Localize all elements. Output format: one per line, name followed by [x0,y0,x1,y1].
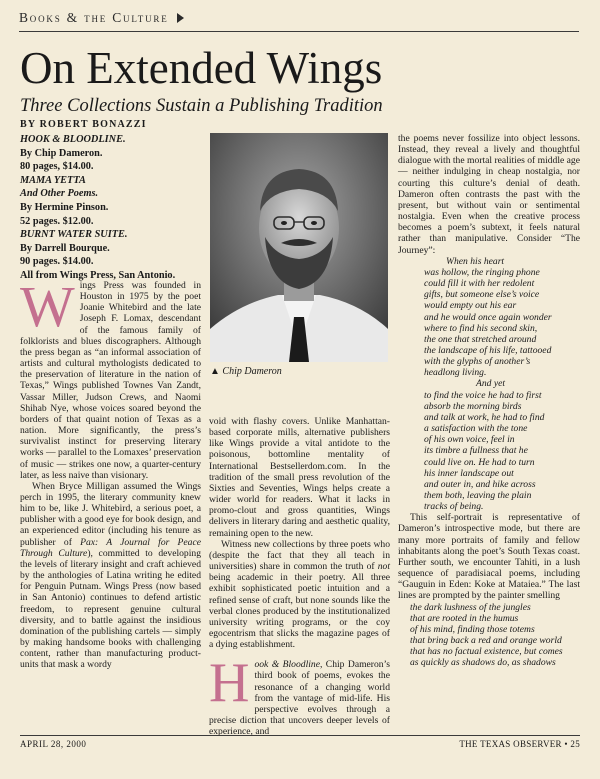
poem-line: of his mind, finding those totems [410,623,535,635]
poem-line: of his own voice, feel in [424,434,515,446]
book-credits [20,133,205,283]
credit-line: 52 pages. $12.00. [20,215,94,227]
paragraph-text: Witness new collections by three poets who (despite the fact that they all teach in universities) share in common the truth of [209,538,390,573]
credit-line: 90 pages. $14.00. [20,256,94,268]
poem-line: gifts, but someone else’s voice [424,289,540,301]
byline: BY ROBERT BONAZZI [20,119,147,130]
poem-line: When his heart [446,255,505,267]
paragraph-text: , Chip Dameron’s third book of poems, evokes the resonance of a changing world from the vantage of mid-life. His perspective evolves through a precise diction that uncovers deeper levels of experience, and [209,659,390,738]
drop-cap: W [20,274,75,339]
paragraph [398,512,580,601]
paragraph-text: being academic in their poetry. All three exhibit sophisticated poetic intuition and a refined sense of craft, but none sounds like the verbal clones produced by the institutionalized university writing programs, or the coy egocentrism that slicks the magazine pages of a dying establishment. [209,572,390,651]
poem-line: them both, leaving the plain [424,490,532,501]
paragraph-text: When Bryce Milligan assumed the Wings perch in 1995, the literary community knew him to be, like J. Whitebird, a serious poet, a publisher with a good eye for book design, and an experienced editor (including his tenure as publisher of [20,480,201,548]
poem-line: a satisfaction with the tone [424,423,528,435]
poem-line: his inner landscape out [424,467,514,479]
poem-line: And yet [476,378,506,390]
page-number: THE TEXAS OBSERVER • 25 [459,739,580,749]
paragraph [209,539,390,651]
poem-line: where to find his second skin, [424,322,538,334]
poem-line: that has no factual existence, but comes [410,646,563,658]
paragraph [209,652,390,738]
poem-excerpt [398,602,580,669]
poem-line: the one that stretched around [424,333,537,345]
poem-line: and he would once again wonder [424,311,552,323]
article-title: On Extended Wings [20,43,383,93]
credit-line: By Hermine Pinson. [20,201,109,213]
poem-line: absorb the morning birds [424,400,522,412]
journal-title: Pax: A Journal for Peace Through Culture [20,536,201,559]
poem-line: tracks of being. [424,501,484,513]
footer-rule [20,735,580,736]
author-photo [210,133,388,362]
paragraph-text: ings Press was founded in Houston in 1975 by the poet Joanie Whitebird and the late Joseph F. Lomax, descendant of the famous family of folklorists and blues discographers. Although the press began as “an informal association of artists and cultural mythologists dedicated to the preservation of literature in the nation of Texas,” Wings published Townes Van Zandt, Vassar Miller, Judson Crews, and Naomi Shihab Nye, whose voices soared beyond the borders of that quaint notion of Texas as a nation. More significantly, the press’s survivalist instinct for preserving literary works — parallel to the Lomaxes’ preservation of music — strikes one now, a quarter-century later, as less naive than visionary. [20,280,201,481]
credit-line: By Chip Dameron. [20,147,103,159]
book-title: ook & Bloodline [254,659,320,671]
poem-line: could live on. He had to turn [424,456,535,468]
poem-excerpt [398,256,580,513]
poem-line: and talk at work, he had to find [424,411,545,423]
article-subtitle: Three Collections Sustain a Publishing Tradition [20,96,383,116]
poem-line: the dark lushness of the jungles [410,601,531,613]
drop-cap: H [209,652,250,715]
credit-line: HOOK & BLOODLINE. [20,134,126,145]
emphasis: not [377,561,390,573]
paragraph [398,133,580,256]
issue-date: APRIL 28, 2000 [20,739,87,749]
paragraph-text: This self-portrait is representative of Dameron’s introspective mode, but there are many more portraits of family and fellow inhabitants along the poet’s South Texas coast. Further south, we encounter Tahiti, in a lush sequence of paradisiacal poems, including “Gauguin in Eden: Koke at Mataiea.” The last lines are prompted by the painter smelling [398,512,580,602]
photo-caption: ▲ Chip Dameron [210,366,282,377]
paragraph-text: ), committed to developing the levels of literary insight and craft achieved by the anthologies of Latina writing he edited for Penguin Putnam. Wings Press (now based in San Antonio) continues to defend artistic freedom, to represent genuine cultural diversity, and to battle against the insidious domination of the publishing cartels — simply by making handsome books with challenging content, rather than manufacturing product-units that mask a wordy [20,547,201,671]
paragraph-text: the poems never fossilize into object lessons. Instead, they reveal a lively and thoughtful dialogue with the mortal realities of middle age — neither indulging in cheap nostalgia, nor courting this culture’s denial of death. Dameron often contrasts the past with the present, but without vain or sentimental nostalgia. Even when the creative process becomes a poem’s subtext, it feels natural rather than manipulative. Consider “The Journey”: [398,133,580,256]
poem-line: that are rooted in the humus [410,612,519,624]
credit-line: By Darrell Bourque. [20,242,110,254]
poem-line: its timbre a fullness that he [424,445,528,457]
paragraph-text: void with flashy covers. Unlike Manhattan-based corporate mills, alternative publishers like Wings provide a vital antidote to the poisonous, bottomline mentality of International Bestsellerdom.com. In the tradition of the small press revolution of the Sixties and Seventies, Wings helps create a wider world for readers. What it lacks in promo-clout and gross quantities, Wings delivers in literary daring and aesthetic quality, remaining open to the new. [209,416,390,539]
section-rule [19,31,579,32]
poem-line: and outer in, and hike across [424,478,536,490]
credit-line: MAMA YETTA [20,174,86,186]
portrait-image [210,133,388,362]
poem-line: that bring back a red and orange world [410,635,562,647]
section-label: Books & the Culture [19,10,169,25]
paragraph [20,481,201,671]
poem-line: the landscape of his life, tattooed [424,344,552,356]
column-2 [209,416,390,737]
poem-line: to find the voice he had to first [424,389,542,401]
credit-line: BURNT WATER SUITE. [20,229,128,241]
paragraph [209,416,390,539]
section-header [19,9,579,29]
poem-line: would empty out his ear [424,300,517,312]
poem-line: could fill it with her redolent [424,278,535,290]
poem-line: as quickly as shadows do, as shadows [410,657,556,669]
poem-line: headlong living. [424,367,487,379]
credit-line: All from Wings Press, San Antonio. [20,269,176,281]
column-3 [398,133,580,669]
poem-line: with the glyphs of another’s [424,356,531,368]
triangle-right-icon [177,13,185,23]
poem-line: was hollow, the ringing phone [424,266,540,278]
credit-line: 80 pages, $14.00. [20,161,94,173]
credit-line: And Other Poems. [20,188,99,200]
